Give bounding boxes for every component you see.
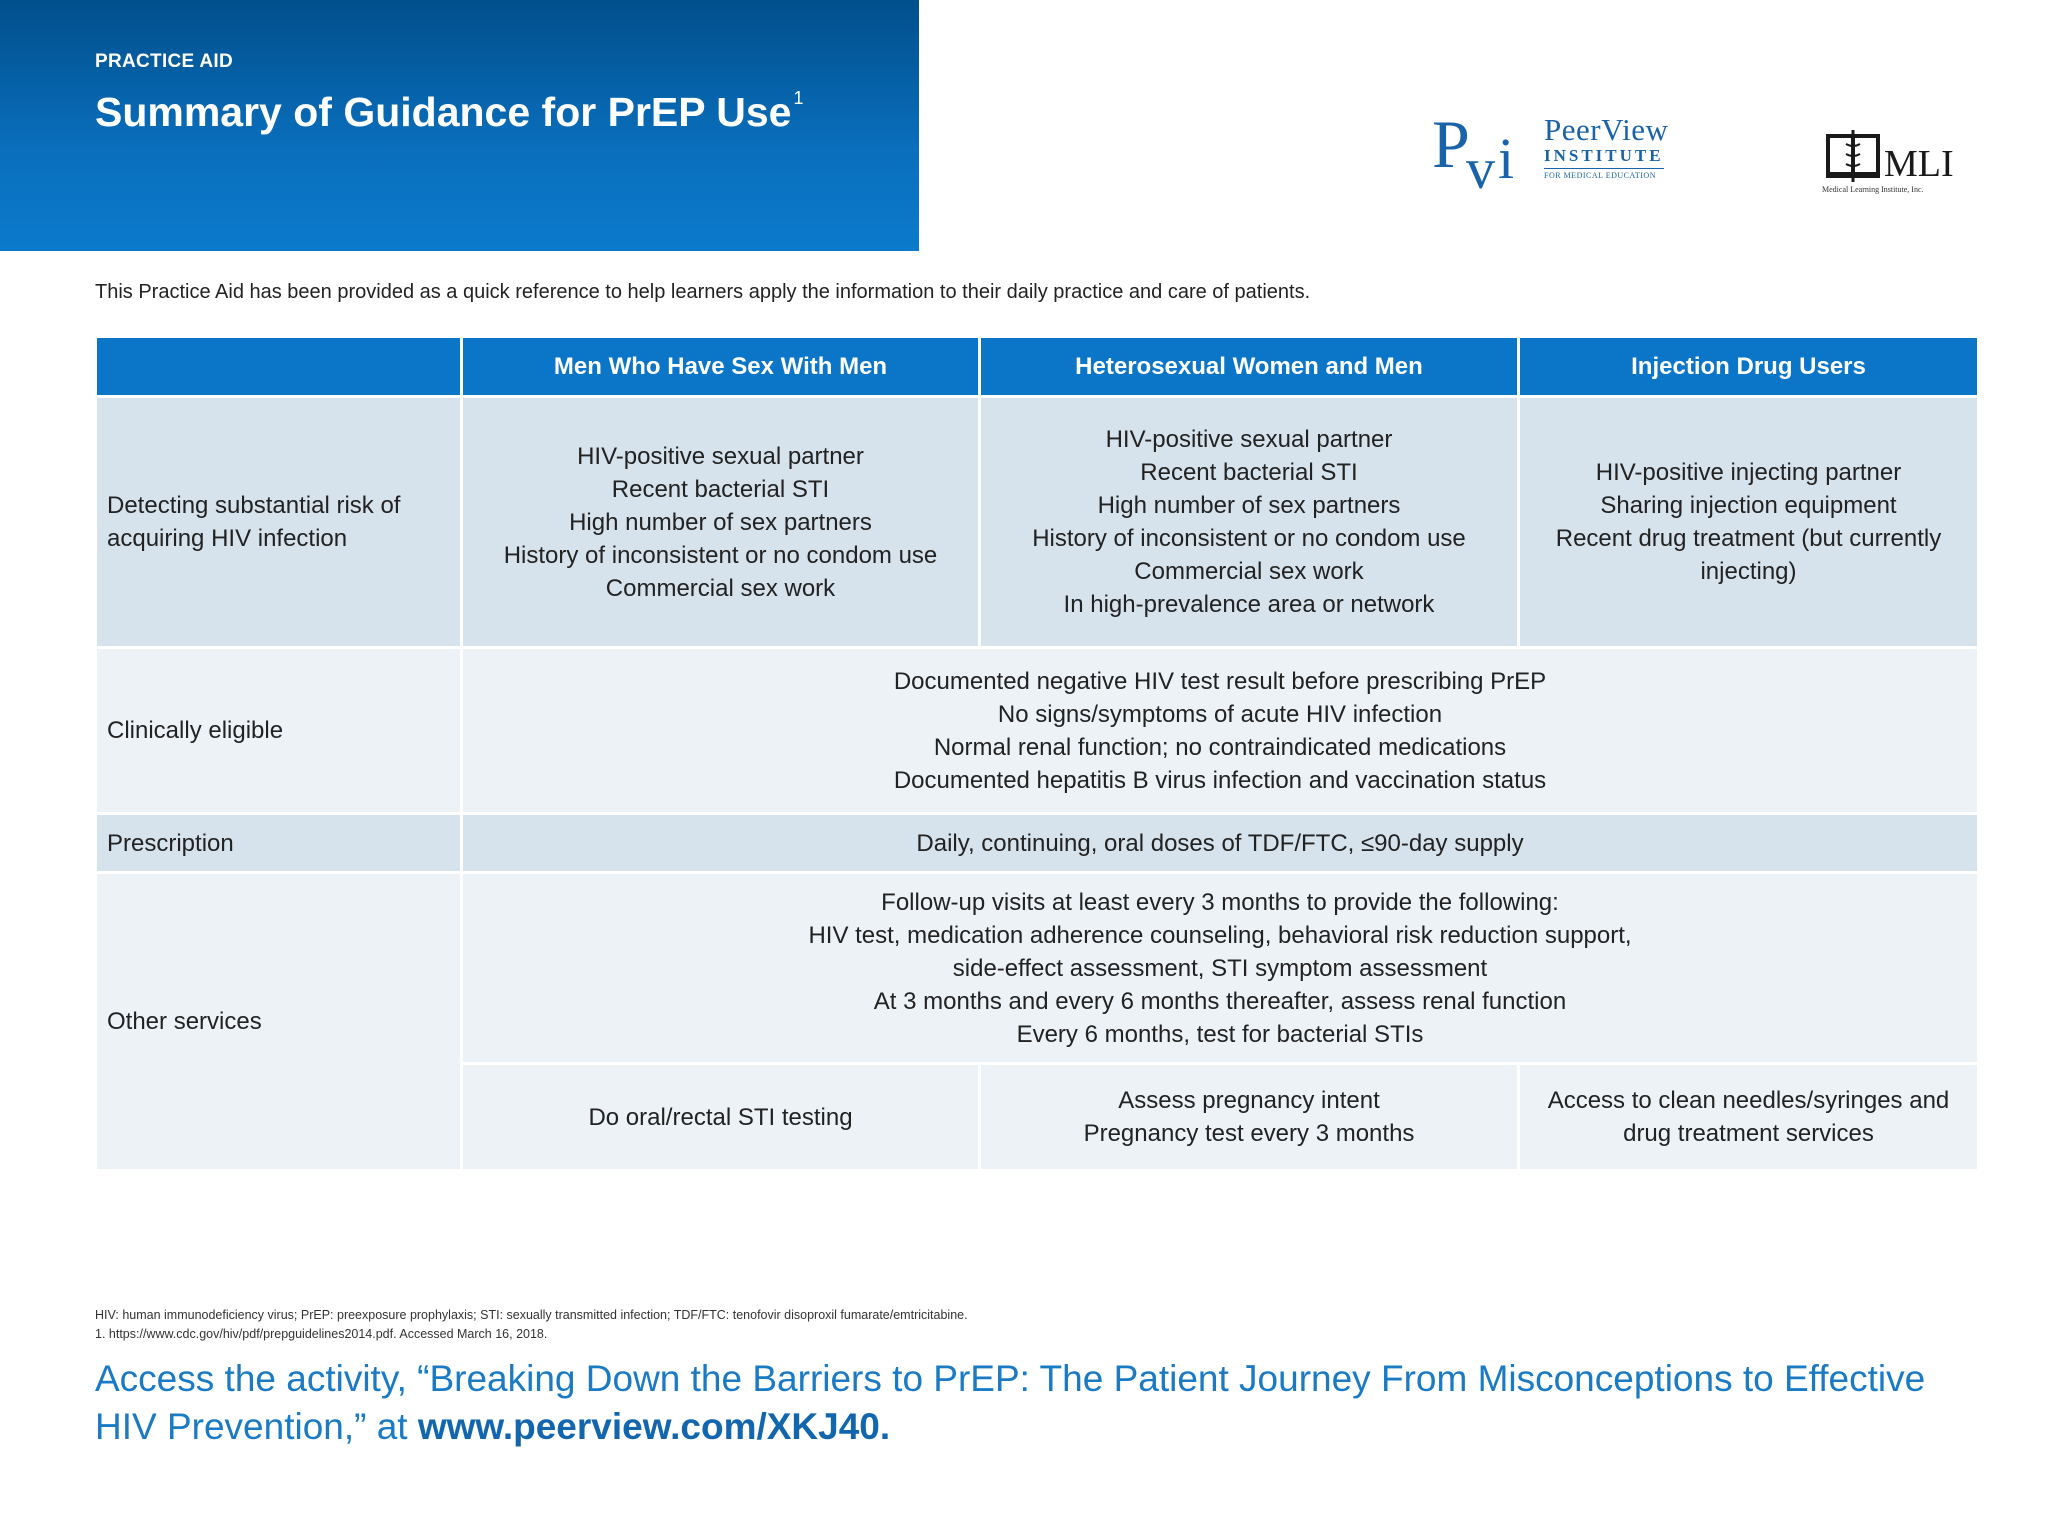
services-cell-idu: Access to clean needles/syringes and drug treatment services bbox=[1520, 1065, 1977, 1169]
practice-aid-kicker: PRACTICE AID bbox=[95, 51, 234, 72]
header-band bbox=[0, 0, 919, 251]
services-cell-msm: Do oral/rectal STI testing bbox=[463, 1065, 978, 1169]
row-label-risk: Detecting substantial risk of acquiring HIV infection bbox=[97, 398, 460, 646]
services-cell-all: Follow-up visits at least every 3 months to provide the following: HIV test, medication adherence counseling, behavioral risk reduction support, side-effect assessment, STI symptom assessment At 3 months and every 6 months thereafter, assess renal function Every 6 months, test for bacterial STIs bbox=[463, 874, 1977, 1062]
pvi-mark-logo: P v i bbox=[1432, 106, 1515, 201]
row-label-prescription: Prescription bbox=[97, 815, 460, 871]
guidance-table bbox=[97, 338, 1974, 1169]
reference-footnote: 1. https://www.cdc.gov/hiv/pdf/prepguidelines2014.pdf. Accessed March 16, 2018. bbox=[95, 1327, 548, 1341]
peerview-subtitle: FOR MEDICAL EDUCATION bbox=[1544, 171, 1656, 180]
activity-link[interactable]: www.peerview.com/XKJ40. bbox=[417, 1406, 891, 1447]
intro-text: This Practice Aid has been provided as a quick reference to help learners apply the information to their daily practice and care of patients. bbox=[95, 281, 1311, 303]
eligible-cell-all: Documented negative HIV test result before prescribing PrEP No signs/symptoms of acute HIV infection Normal renal function; no contraindicated medications Documented hepatitis B virus infection and vaccination status bbox=[463, 649, 1977, 812]
risk-cell-heterosexual: HIV-positive sexual partner Recent bacterial STI High number of sex partners History of inconsistent or no condom use Commercial sex work In high-prevalence area or network bbox=[981, 398, 1517, 646]
abbreviations-footnote: HIV: human immunodeficiency virus; PrEP: preexposure prophylaxis; STI: sexually transmitted infection; TDF/FTC: tenofovir disoproxil fumarate/emtricitabine. bbox=[95, 1308, 968, 1322]
row-label-services: Other services bbox=[97, 874, 460, 1169]
mli-logo bbox=[1818, 124, 1958, 194]
row-label-eligible: Clinically eligible bbox=[97, 649, 460, 812]
services-cell-heterosexual: Assess pregnancy intent Pregnancy test every 3 months bbox=[981, 1065, 1517, 1169]
header-empty-cell bbox=[97, 338, 460, 395]
risk-cell-msm: HIV-positive sexual partner Recent bacterial STI High number of sex partners History of inconsistent or no condom use Commercial sex work bbox=[463, 398, 978, 646]
title-footnote-marker: 1 bbox=[793, 88, 804, 108]
peerview-name: PeerView bbox=[1544, 112, 1669, 147]
column-header-heterosexual: Heterosexual Women and Men bbox=[981, 338, 1517, 395]
peerview-logo bbox=[1432, 106, 1682, 210]
activity-callout-text: Access the activity, “Breaking Down the Barriers to PrEP: The Patient Journey From Misconceptions to Effective HIV Prevention,” at bbox=[95, 1358, 1926, 1447]
activity-callout bbox=[95, 1355, 1955, 1451]
column-header-idu: Injection Drug Users bbox=[1520, 338, 1977, 395]
risk-cell-idu: HIV-positive injecting partner Sharing injection equipment Recent drug treatment (but currently injecting) bbox=[1520, 398, 1977, 646]
mli-subtitle: Medical Learning Institute, Inc. bbox=[1822, 185, 1924, 194]
prescription-cell-all: Daily, continuing, oral doses of TDF/FTC, ≤90-day supply bbox=[463, 815, 1977, 871]
column-header-msm: Men Who Have Sex With Men bbox=[463, 338, 978, 395]
page-title bbox=[95, 88, 803, 136]
mli-name: MLI bbox=[1884, 143, 1954, 185]
peerview-institute: INSTITUTE bbox=[1544, 146, 1664, 169]
book-caduceus-icon bbox=[1822, 128, 1884, 184]
page-title-text: Summary of Guidance for PrEP Use bbox=[95, 89, 792, 135]
